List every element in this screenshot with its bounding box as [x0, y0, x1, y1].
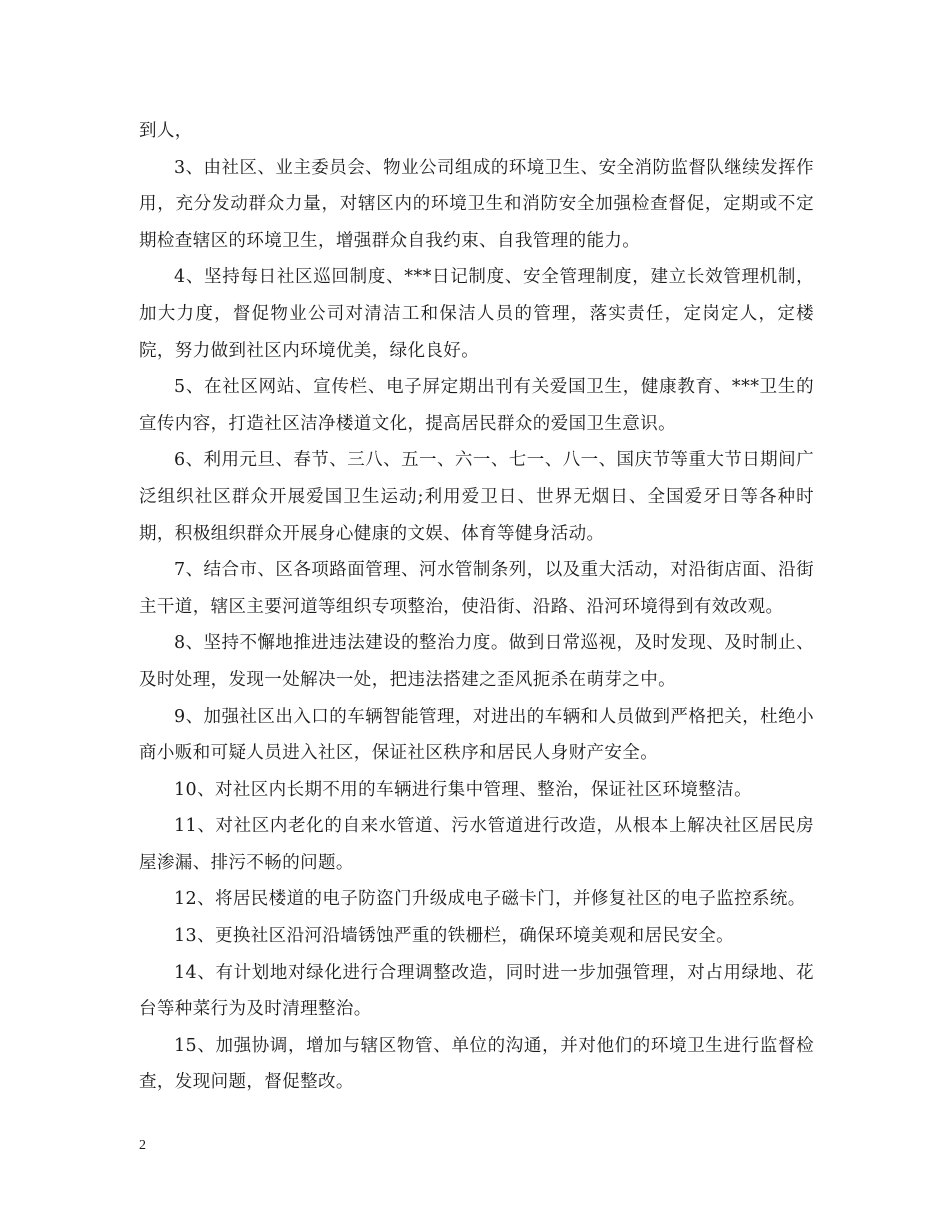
paragraph-item-4: 4、坚持每日社区巡回制度、***日记制度、安全管理制度，建立长效管理机制，加大力度，督促物业公司对清洁工和保洁人员的管理，落实责任，定岗定人，定楼院，努力做到社区内环境优美，绿化良好。	[139, 267, 814, 361]
paragraph-item-9: 9、加强社区出入口的车辆智能管理，对进出的车辆和人员做到严格把关，杜绝小商小贩和可疑人员进入社区，保证社区秩序和居民人身财产安全。	[139, 706, 814, 764]
paragraph-item-3: 3、由社区、业主委员会、物业公司组成的环境卫生、安全消防监督队继续发挥作用，充分发动群众力量，对辖区内的环境卫生和消防安全加强检查督促，定期或不定期检查辖区的环境卫生，增强群众自我约束、自我管理的能力。	[139, 157, 814, 251]
paragraph-item-6: 6、利用元旦、春节、三八、五一、六一、七一、八一、国庆节等重大节日期间广泛组织社区群众开展爱国卫生运动;利用爱卫日、世界无烟日、全国爱牙日等各种时期，积极组织群众开展身心健康的文娱、体育等健身活动。	[139, 450, 814, 544]
page-number: 2	[139, 1138, 146, 1153]
paragraph-item-5: 5、在社区网站、宣传栏、电子屏定期出刊有关爱国卫生，健康教育、***卫生的宣传内容，打造社区洁净楼道文化，提高居民群众的爱国卫生意识。	[139, 377, 814, 434]
paragraph-item-7: 7、结合市、区各项路面管理、河水管制条列，以及重大活动，对沿街店面、沿街主干道，辖区主要河道等组织专项整治，使沿街、沿路、沿河环境得到有效改观。	[139, 560, 814, 617]
paragraph-item-11: 11、对社区内老化的自来水管道、污水管道进行改造，从根本上解决社区居民房屋渗漏、排污不畅的问题。	[139, 816, 814, 873]
paragraph-continuation: 到人，	[139, 121, 193, 141]
document-body	[139, 113, 814, 1101]
paragraph-item-14: 14、有计划地对绿化进行合理调整改造，同时进一步加强管理，对占用绿地、花台等种菜行为及时清理整治。	[139, 962, 814, 1020]
paragraph-item-15: 15、加强协调，增加与辖区物管、单位的沟通，并对他们的环境卫生进行监督检查，发现问题，督促整改。	[139, 1035, 814, 1093]
paragraph-item-13: 13、更换社区沿河沿墙锈蚀严重的铁栅栏，确保环境美观和居民安全。	[174, 926, 735, 947]
paragraph-item-8: 8、坚持不懈地推进违法建设的整治力度。做到日常巡视，及时发现、及时制止、及时处理，发现一处解决一处，把违法搭建之歪风扼杀在萌芽之中。	[139, 633, 814, 690]
paragraph-item-12: 12、将居民楼道的电子防盗门升级成电子磁卡门，并修复社区的电子监控系统。	[174, 889, 806, 910]
paragraph-item-10: 10、对社区内长期不用的车辆进行集中管理、整治，保证社区环境整洁。	[174, 779, 752, 800]
